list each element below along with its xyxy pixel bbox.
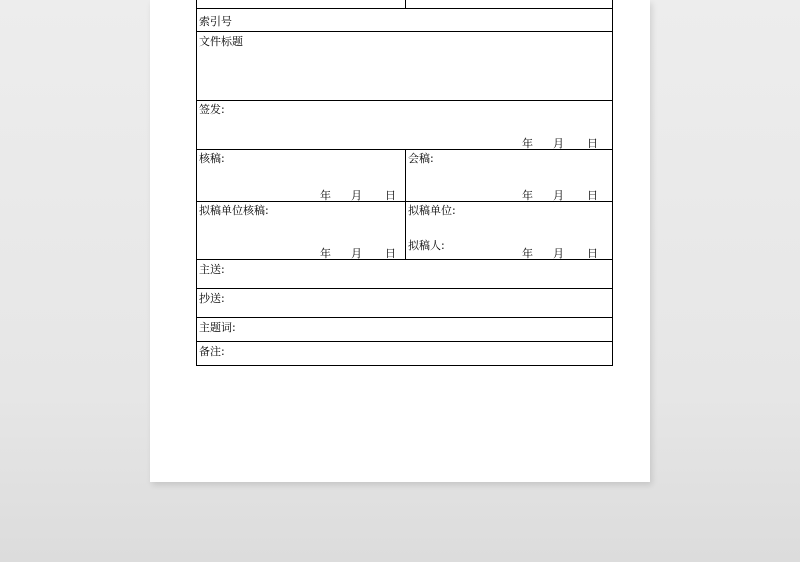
- signoff-day: 日: [587, 137, 598, 150]
- signoff-label: 签发:: [199, 103, 225, 116]
- index-no-label: 索引号: [199, 15, 232, 28]
- review-label: 核稿:: [199, 152, 225, 165]
- row-line-9: [196, 341, 613, 342]
- form-left-border: [196, 0, 197, 366]
- row-line-4: [196, 149, 613, 150]
- drafting-review-day: 日: [385, 247, 396, 260]
- drafting-unit-label: 拟稿单位:: [408, 204, 456, 217]
- review-divider: [405, 149, 406, 260]
- row-line-3: [196, 100, 613, 101]
- drafter-year: 年: [522, 247, 533, 260]
- signoff-month: 月: [553, 137, 564, 150]
- row-line-6: [196, 259, 613, 260]
- form-right-border: [612, 0, 613, 366]
- countersign-month: 月: [553, 189, 564, 202]
- row-line-7: [196, 288, 613, 289]
- drafter-label: 拟稿人:: [408, 239, 445, 252]
- drafting-review-month: 月: [351, 247, 362, 260]
- drafting-review-year: 年: [320, 247, 331, 260]
- review-year: 年: [320, 189, 331, 202]
- drafting-unit-review-label: 拟稿单位核稿:: [199, 204, 269, 217]
- row-line-8: [196, 317, 613, 318]
- review-day: 日: [385, 189, 396, 202]
- signoff-year: 年: [522, 137, 533, 150]
- row-line-10: [196, 365, 613, 366]
- countersign-year: 年: [522, 189, 533, 202]
- document-form: [196, 0, 613, 366]
- main-recipient-label: 主送:: [199, 263, 225, 276]
- drafter-day: 日: [587, 247, 598, 260]
- drafter-month: 月: [553, 247, 564, 260]
- countersign-day: 日: [587, 189, 598, 202]
- cc-label: 抄送:: [199, 292, 225, 305]
- keywords-label: 主题词:: [199, 321, 236, 334]
- row-line-2: [196, 31, 613, 32]
- countersign-label: 会稿:: [408, 152, 434, 165]
- remarks-label: 备注:: [199, 345, 225, 358]
- doc-title-label: 文件标题: [199, 35, 243, 48]
- row-line-5: [196, 201, 613, 202]
- review-month: 月: [351, 189, 362, 202]
- row-line-1: [196, 8, 613, 9]
